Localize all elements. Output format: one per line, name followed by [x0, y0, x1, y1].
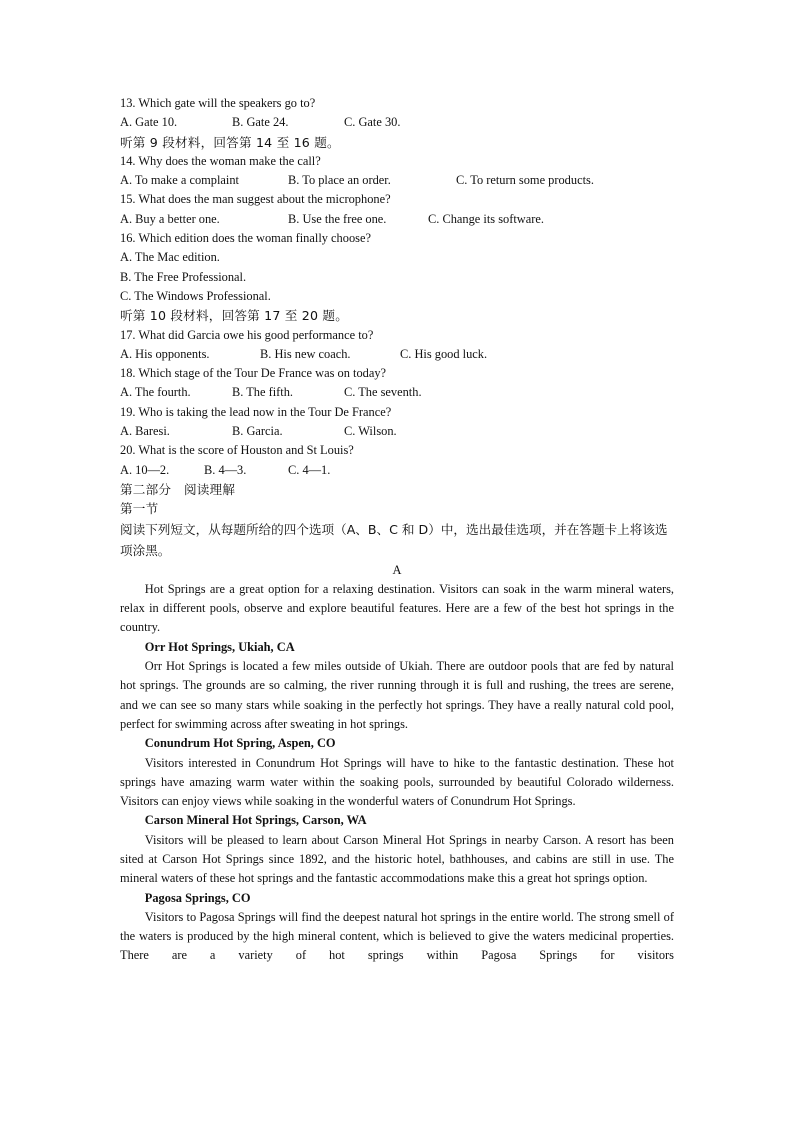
- question-14: 14. Why does the woman make the call?: [120, 153, 321, 168]
- option-a: A. Buy a better one.: [120, 211, 220, 226]
- option-a: A. Baresi.: [120, 424, 170, 439]
- option-a: A. His opponents.: [120, 346, 210, 361]
- question-16: 16. Which edition does the woman finally choose?: [120, 231, 371, 246]
- question-13-options: [120, 113, 674, 132]
- option-b: B. Use the free one.: [288, 211, 387, 226]
- option-a: A. 10—2.: [120, 462, 170, 477]
- passage-label: A: [392, 562, 402, 577]
- question-20: 20. What is the score of Houston and St Louis?: [120, 443, 354, 458]
- option-c: C. Wilson.: [344, 424, 397, 439]
- question-20-options: [120, 461, 674, 480]
- question-15: 15. What does the man suggest about the microphone?: [120, 192, 391, 207]
- question-19: 19. Who is taking the lead now in the Tour De France?: [120, 404, 392, 419]
- section-text-carson: Visitors will be pleased to learn about Carson Mineral Hot Springs in nearby Carson. A resort has been sited at Carson Hot Springs since 1892, and the historic hotel, bathhouses, and cabins are still in use. The mineral waters of these hot springs and the fantastic accommodations make this a great hot springs option.: [120, 832, 674, 886]
- option-a: A. The fourth.: [120, 385, 191, 400]
- section-text-orr: Orr Hot Springs is located a few miles outside of Ukiah. There are outdoor pools that are fed by natural hot springs. The grounds are so calming, the river running through it is full and rushing, the trees are serene, and we can see so many stars while soaking in the perfectly hot springs. They have a really natural cold pool, perfect for swimming across after sweating in hot springs.: [120, 659, 674, 731]
- section-heading-orr: Orr Hot Springs, Ukiah, CA: [144, 639, 295, 654]
- option-a: A. The Mac edition.: [120, 250, 220, 265]
- option-c: C. To return some products.: [456, 173, 594, 188]
- option-b: B. His new coach.: [260, 346, 351, 361]
- instruction-section-9: 听第 9 段材料，回答第 14 至 16 题。: [120, 134, 340, 150]
- option-b: B. The Free Professional.: [120, 269, 247, 284]
- section-heading-pagosa: Pagosa Springs, CO: [144, 890, 251, 905]
- section-heading-carson: Carson Mineral Hot Springs, Carson, WA: [144, 813, 367, 828]
- option-b: B. The fifth.: [232, 385, 294, 400]
- section-text-pagosa: Visitors to Pagosa Springs will find the deepest natural hot springs in the entire world. The strong smell of the waters is produced by the high mineral content, which is believed to give the waters medicinal properties. There are a variety of hot springs within Pagosa Springs for visitors: [120, 909, 674, 963]
- question-17-options: [120, 345, 674, 364]
- option-c: C. 4—1.: [288, 462, 331, 477]
- option-b: B. 4—3.: [204, 462, 247, 477]
- question-18: 18. Which stage of the Tour De France was on today?: [120, 366, 387, 381]
- question-17: 17. What did Garcia owe his good performance to?: [120, 327, 374, 342]
- option-a: A. To make a complaint: [120, 173, 239, 188]
- question-13: 13. Which gate will the speakers go to?: [120, 96, 316, 110]
- section-one-title: 第一节: [120, 501, 159, 517]
- reading-instructions: 阅读下列短文，从每题所给的四个选项（A、B、C 和 D）中，选出最佳选项，并在答题卡上将该选项涂黑。: [120, 521, 668, 558]
- option-b: B. Gate 24.: [232, 115, 289, 130]
- option-c: C. The seventh.: [344, 385, 422, 400]
- passage-intro: Hot Springs are a great option for a relaxing destination. Visitors can soak in the warm mineral waters, relax in different pools, observe and explore beautiful features. Here are a few of the best hot springs in the country.: [120, 581, 674, 635]
- question-19-options: [120, 422, 674, 441]
- document-page: [120, 94, 674, 966]
- option-c: C. Gate 30.: [344, 115, 401, 130]
- part-two-title: 第二部分 阅读理解: [120, 481, 236, 497]
- section-text-conundrum: Visitors interested in Conundrum Hot Springs will have to hike to the fantastic destination. These hot springs have amazing warm water within the soaking pools, surrounded by beautiful Colorado wilderness. Visitors can enjoy views while soaking in the wonderful waters of Conundrum Hot Springs.: [120, 755, 674, 809]
- option-c: C. Change its software.: [428, 211, 544, 226]
- section-heading-conundrum: Conundrum Hot Spring, Aspen, CO: [144, 736, 336, 751]
- option-c: C. The Windows Professional.: [120, 288, 271, 303]
- instruction-section-10: 听第 10 段材料，回答第 17 至 20 题。: [120, 308, 349, 324]
- option-a: A. Gate 10.: [120, 115, 178, 130]
- question-14-options: [120, 171, 674, 190]
- option-b: B. To place an order.: [288, 173, 391, 188]
- option-c: C. His good luck.: [400, 346, 488, 361]
- question-18-options: [120, 383, 674, 402]
- question-15-options: [120, 210, 674, 229]
- option-b: B. Garcia.: [232, 424, 283, 439]
